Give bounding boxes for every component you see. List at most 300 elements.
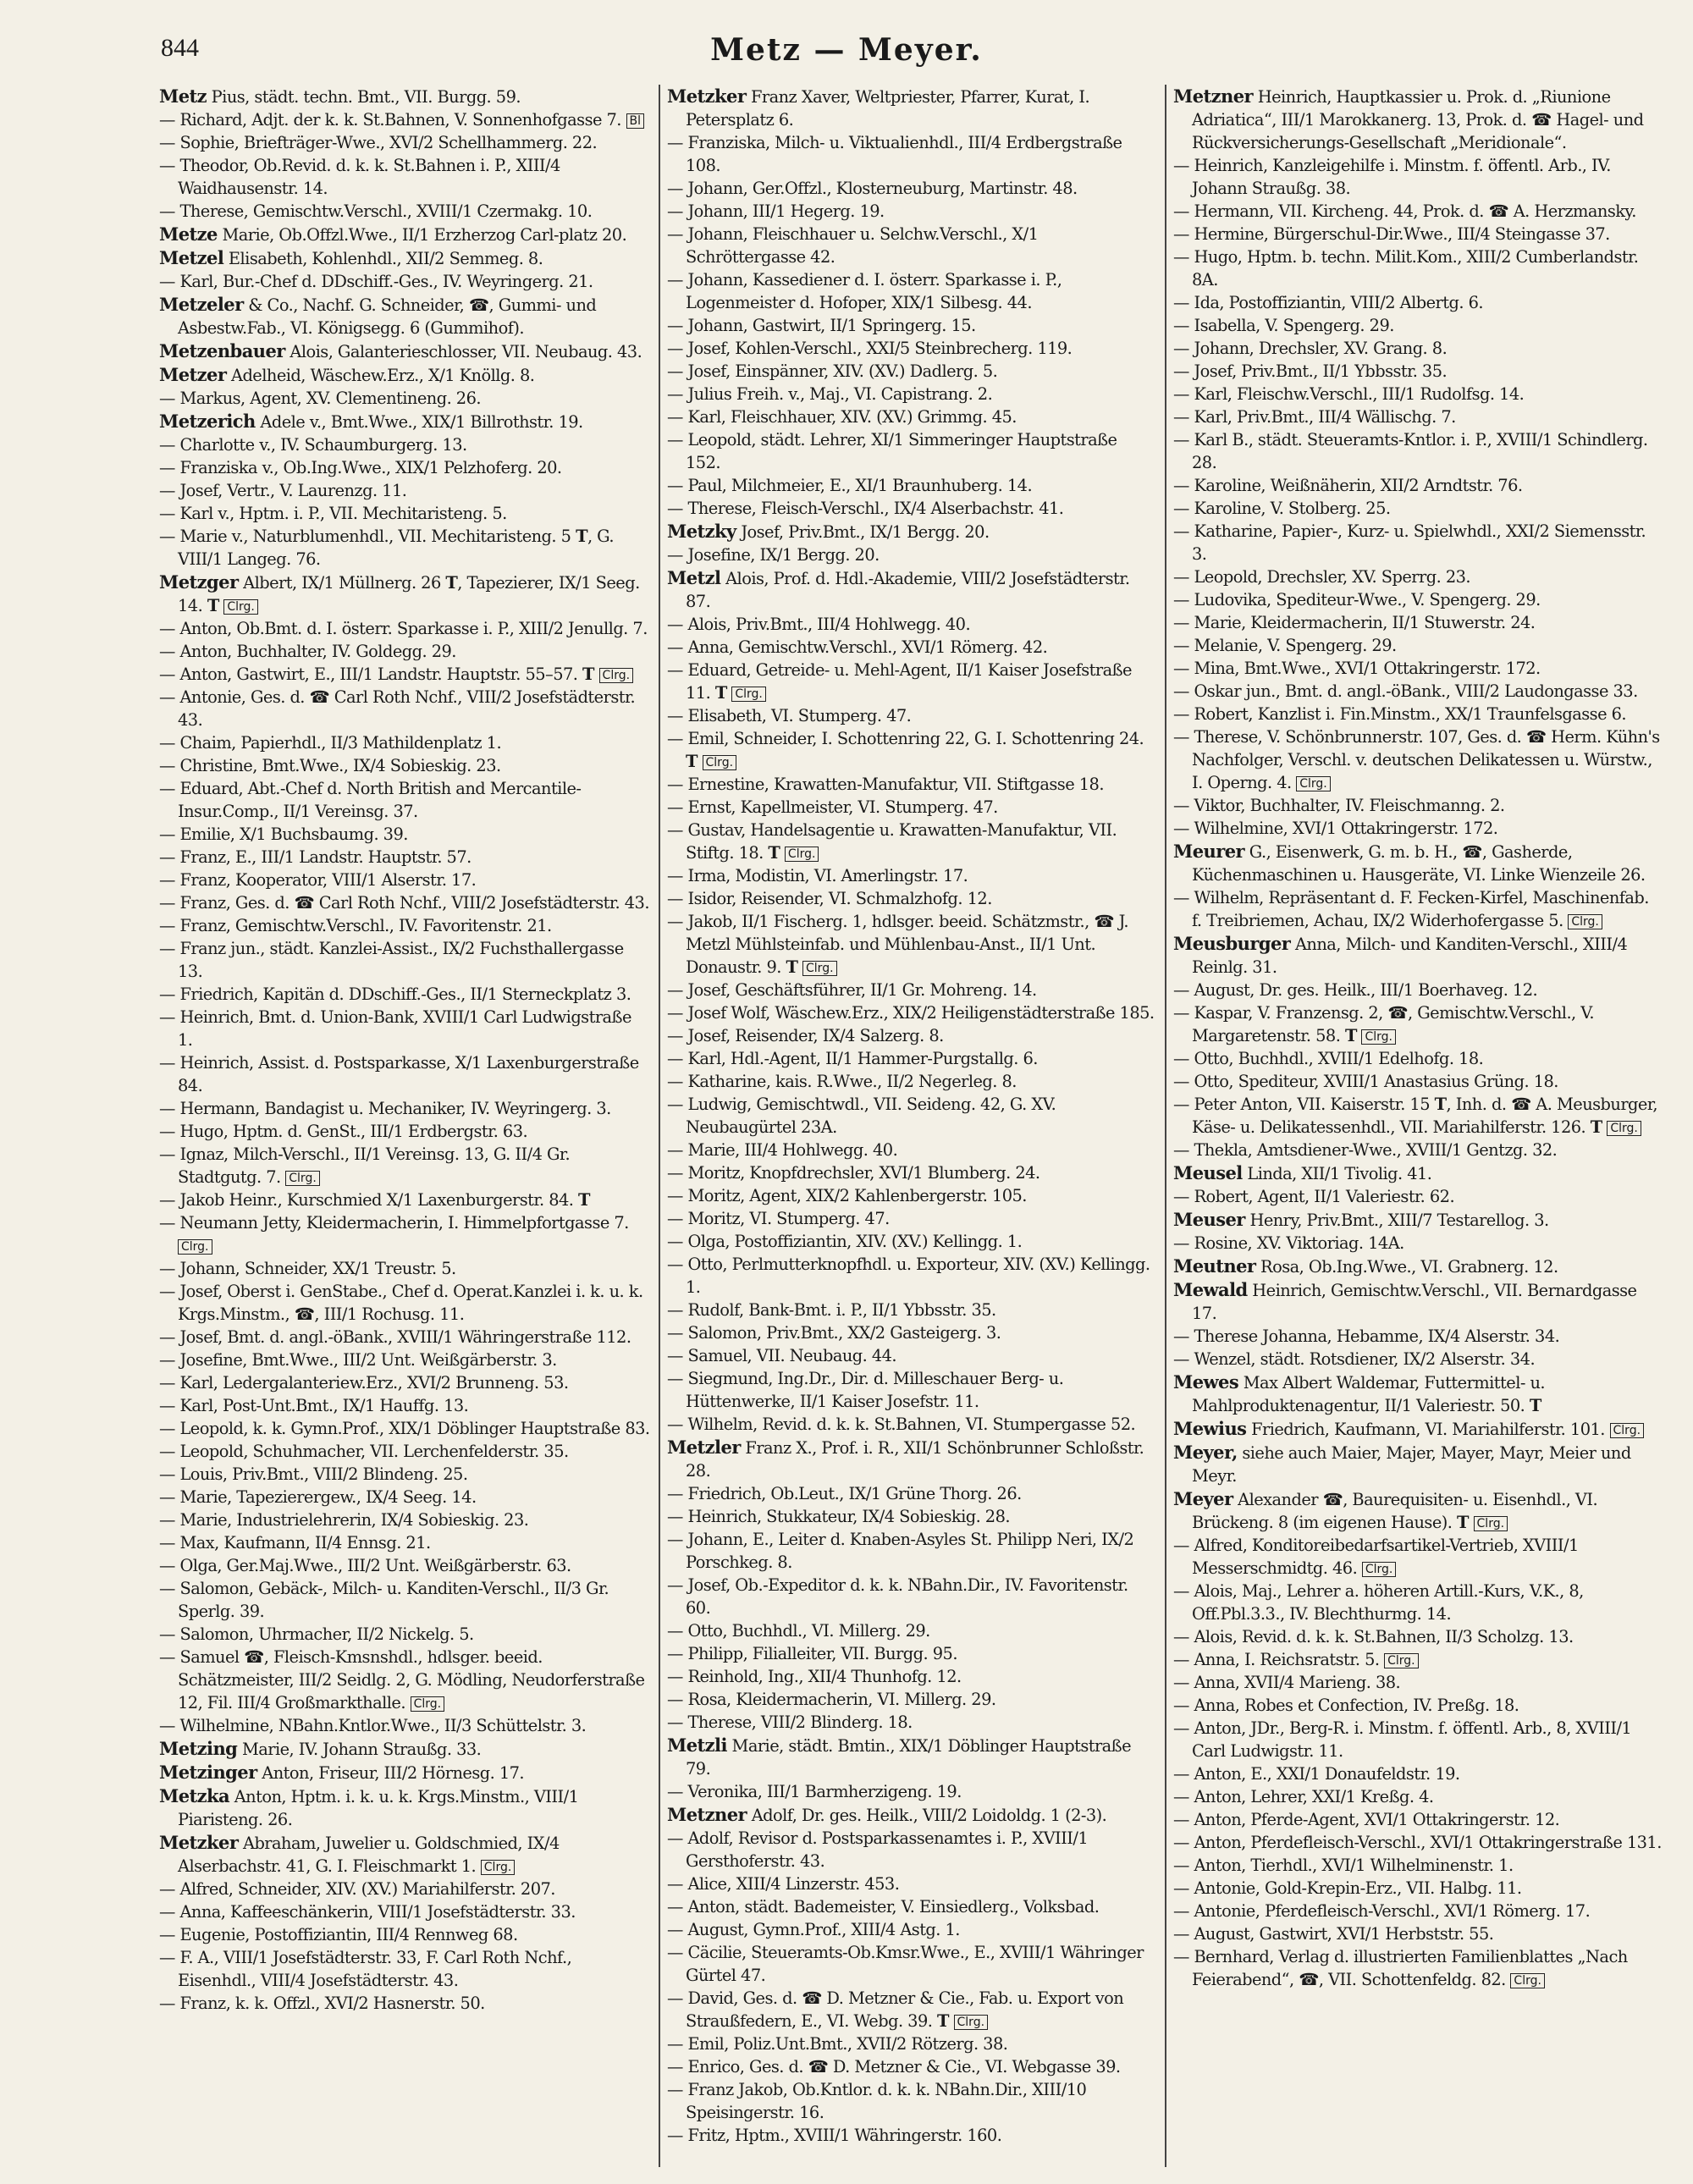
directory-entry bbox=[159, 1761, 650, 1784]
entry-text-cont: , G. VIII/1 Langeg. 76. bbox=[178, 527, 615, 569]
directory-entry bbox=[667, 1230, 1156, 1253]
entry-text: Anton, Friseur, III/2 Hörnesg. 17. bbox=[262, 1763, 525, 1783]
entry-text: — Salomon, Gebäck-, Milch- u. Kanditen-Verschl., II/3 Gr. Sperlg. 39. bbox=[159, 1579, 609, 1621]
telephone-mark: T bbox=[1457, 1513, 1469, 1532]
entry-text: — Julius Freih. v., Maj., VI. Capistrang. 2. bbox=[667, 384, 993, 404]
directory-entry bbox=[159, 525, 650, 571]
directory-entry bbox=[667, 1161, 1156, 1184]
directory-entry bbox=[159, 1646, 650, 1714]
entry-text: Anton, Hptm. i. k. u. k. Krgs.Minstm., VIII/1 Piaristeng. 26. bbox=[178, 1787, 579, 1829]
entry-text: — Viktor, Buchhalter, IV. Fleischmanng. 2. bbox=[1173, 796, 1505, 815]
directory-entry bbox=[1173, 1348, 1663, 1371]
entry-text: — Mina, Bmt.Wwe., XVI/1 Ottakringerstr. 172. bbox=[1173, 659, 1541, 678]
entry-text: Elisabeth, Kohlenhdl., XII/2 Semmeg. 8. bbox=[228, 249, 543, 268]
entry-surname: Metzker bbox=[667, 85, 747, 107]
entry-text: — Johann, III/1 Hegerg. 19. bbox=[667, 201, 885, 221]
entry-text: — Emilie, X/1 Buchsbaumg. 39. bbox=[159, 825, 408, 844]
entry-text: — Ida, Postoffiziantin, VIII/2 Albertg. 6. bbox=[1173, 293, 1484, 312]
entry-text: — Olga, Ger.Maj.Wwe., III/2 Unt. Weißgärberstr. 63. bbox=[159, 1556, 571, 1575]
directory-entry bbox=[667, 1299, 1156, 1321]
directory-entry bbox=[667, 131, 1156, 177]
entry-text: — Karl, Bur.-Chef d. DDschiff.-Ges., IV. Weyringerg. 21. bbox=[159, 272, 593, 291]
entry-text: & Co., Nachf. G. Schneider, ☎, Gummi- und Asbestw.Fab., VI. Königsegg. 6 (Gummihof). bbox=[178, 295, 597, 338]
directory-entry bbox=[667, 1619, 1156, 1642]
directory-entry bbox=[1173, 1139, 1663, 1161]
clearing-badge: Clrg. bbox=[1384, 1653, 1419, 1668]
directory-entry bbox=[159, 1737, 650, 1761]
entry-text: — Antonie, Pferdefleisch-Verschl., XVI/1 Römerg. 17. bbox=[1173, 1901, 1591, 1921]
clearing-badge: Clrg. bbox=[223, 599, 258, 615]
telephone-mark: T bbox=[207, 596, 219, 615]
directory-entry bbox=[667, 1918, 1156, 1941]
directory-entry bbox=[1173, 154, 1663, 200]
clearing-badge: Clrg. bbox=[1296, 776, 1331, 791]
directory-entry bbox=[667, 979, 1156, 1001]
entry-text: — Charlotte v., IV. Schaumburgerg. 13. bbox=[159, 435, 467, 455]
entry-surname: Mewald bbox=[1173, 1279, 1248, 1300]
directory-entry bbox=[1173, 1325, 1663, 1348]
directory-entry bbox=[667, 1482, 1156, 1505]
directory-entry bbox=[1173, 1001, 1663, 1047]
directory-entry bbox=[1173, 588, 1663, 611]
entry-text: — Katharine, Papier-, Kurz- u. Spielwhdl., XXI/2 Siemensstr. 3. bbox=[1173, 521, 1646, 564]
directory-entry bbox=[667, 1987, 1156, 2032]
entry-text: — Johann, Kassediener d. I. österr. Sparkasse i. P., Logenmeister d. Hofoper, XIX/1 Silbesg. 44. bbox=[667, 270, 1062, 312]
directory-entry bbox=[1173, 383, 1663, 405]
directory-entry bbox=[159, 1097, 650, 1120]
entry-text: — Josef, Ob.-Expeditor d. k. k. NBahn.Dir., IV. Favoritenstr. 60. bbox=[667, 1575, 1128, 1618]
directory-entry bbox=[667, 314, 1156, 337]
directory-entry bbox=[1173, 474, 1663, 497]
entry-text: — Therese Johanna, Hebamme, IX/4 Alserstr. 34. bbox=[1173, 1326, 1560, 1346]
entry-text: — Therese, Gemischtw.Verschl., XVIII/1 Czermakg. 10. bbox=[159, 201, 593, 221]
directory-entry bbox=[1173, 1625, 1663, 1648]
entry-text: — Antonie, Gold-Krepin-Erz., VII. Halbg. 11. bbox=[1173, 1878, 1522, 1898]
entry-text: Anna, Milch- und Kanditen-Verschl., XIII/4 Reinlg. 31. bbox=[1192, 935, 1628, 977]
directory-entry bbox=[667, 887, 1156, 910]
entry-text: — Karl v., Hptm. i. P., VII. Mechitaristeng. 5. bbox=[159, 504, 507, 523]
entry-text: — Franz jun., städt. Kanzlei-Assist., IX/2 Fuchsthallergasse 13. bbox=[159, 939, 624, 981]
directory-entry bbox=[159, 869, 650, 891]
directory-entry bbox=[159, 1878, 650, 1900]
entry-text: Alois, Prof. d. Hdl.-Akademie, VIII/2 Josefstädterstr. 87. bbox=[686, 569, 1130, 611]
entry-text: — August, Gymn.Prof., XIII/4 Astg. 1. bbox=[667, 1920, 960, 1939]
entry-text: Adele v., Bmt.Wwe., XIX/1 Billrothstr. 19. bbox=[260, 412, 583, 432]
entry-text: — Leopold, Schuhmacher, VII. Lerchenfelderstr. 35. bbox=[159, 1442, 569, 1461]
directory-entry bbox=[159, 914, 650, 937]
directory-entry bbox=[1173, 1278, 1663, 1325]
entry-text: — Salomon, Priv.Bmt., XX/2 Gasteigerg. 3. bbox=[667, 1323, 1001, 1343]
directory-entry bbox=[159, 433, 650, 456]
directory-entry bbox=[1173, 337, 1663, 360]
directory-entry bbox=[1173, 657, 1663, 680]
entry-surname: Meyer, bbox=[1173, 1442, 1238, 1463]
entry-surname: Metzker bbox=[159, 1832, 239, 1853]
directory-entry bbox=[159, 246, 650, 270]
entry-text: — Johann, E., Leiter d. Knaben-Asyles St. Philipp Neri, IX/2 Porschkeg. 8. bbox=[667, 1530, 1134, 1572]
entry-text: — Bernhard, Verlag d. illustrierten Familienblattes „Nach Feierabend“, ☎, VII. Schottenfeldg. 82. bbox=[1173, 1947, 1628, 1989]
directory-entry bbox=[1173, 1694, 1663, 1717]
entry-text-cont: , G. II/4 Gr. Stadtgutg. 7. bbox=[178, 1144, 571, 1187]
telephone-mark: T bbox=[576, 527, 587, 546]
entry-text: — Moritz, Agent, XIX/2 Kahlenbergerstr. 105. bbox=[667, 1186, 1027, 1205]
directory-entry bbox=[667, 613, 1156, 636]
directory-entry bbox=[159, 479, 650, 502]
directory-entry bbox=[159, 1577, 650, 1623]
entry-text: — Emil, Schneider, I. Schottenring 22, G. I. Schottenring 24. bbox=[667, 729, 1144, 748]
entry-surname: Meusburger bbox=[1173, 933, 1291, 954]
directory-entry bbox=[1173, 1648, 1663, 1671]
entry-text: — Alois, Maj., Lehrer a. höheren Artill.-Kurs, V.K., 8, Off.Pbl.3.3., IV. Blechthurmg. 14. bbox=[1173, 1581, 1584, 1624]
entry-text: — Johann, Schneider, XX/1 Treustr. 5. bbox=[159, 1259, 456, 1278]
directory-entry bbox=[159, 1189, 650, 1211]
directory-entry bbox=[159, 1417, 650, 1440]
entry-text: — Anton, Pferde-Agent, XVI/1 Ottakringerstr. 12. bbox=[1173, 1810, 1560, 1829]
directory-entry bbox=[667, 383, 1156, 405]
directory-entry bbox=[159, 891, 650, 914]
directory-entry bbox=[159, 983, 650, 1006]
entry-text: — Heinrich, Kanzleigehilfe i. Minstm. f. öffentl. Arb., IV. Johann Straußg. 38. bbox=[1173, 156, 1611, 198]
entry-text: — F. A., VIII/1 Josefstädterstr. 33, F. Carl Roth Nchf., Eisenhdl., VIII/4 Josefstädterstr. 43. bbox=[159, 1948, 572, 1990]
directory-entry bbox=[159, 1946, 650, 1992]
entry-text: — Anton, Ob.Bmt. d. I. österr. Sparkasse i. P., XIII/2 Jenullg. 7. bbox=[159, 619, 648, 638]
entry-text: — Heinrich, Stukkateur, IX/4 Sobieskig. 28. bbox=[667, 1507, 1010, 1526]
directory-entry bbox=[1173, 1232, 1663, 1255]
directory-entry bbox=[159, 1120, 650, 1143]
entry-text: — Max, Kaufmann, II/4 Ennsg. 21. bbox=[159, 1533, 431, 1553]
entry-text: — Louis, Priv.Bmt., VIII/2 Blindeng. 25. bbox=[159, 1464, 468, 1484]
entry-text: — Philipp, Filialleiter, VII. Burgg. 95. bbox=[667, 1644, 957, 1663]
entry-text: — Thekla, Amtsdiener-Wwe., XVIII/1 Gentzg. 32. bbox=[1173, 1140, 1558, 1160]
directory-entry bbox=[1173, 1208, 1663, 1232]
directory-entry bbox=[667, 200, 1156, 223]
directory-entry bbox=[667, 497, 1156, 520]
entry-text: Linda, XII/1 Tivolig. 41. bbox=[1247, 1164, 1432, 1183]
entry-surname: Metzel bbox=[159, 247, 224, 268]
directory-entry bbox=[667, 1344, 1156, 1367]
directory-entry bbox=[1173, 725, 1663, 794]
directory-entry bbox=[159, 937, 650, 983]
entry-text: — Leopold, k. k. Gymn.Prof., XIX/1 Döblinger Hauptstraße 83. bbox=[159, 1419, 650, 1438]
directory-entry bbox=[159, 754, 650, 777]
directory-entry bbox=[667, 543, 1156, 566]
telephone-mark: T bbox=[768, 843, 780, 863]
directory-entry bbox=[159, 571, 650, 617]
entry-text: Marie, Ob.Offzl.Wwe., II/1 Erzherzog Carl-platz 20. bbox=[222, 225, 627, 245]
clearing-badge: Clrg. bbox=[1568, 914, 1602, 929]
directory-entry bbox=[667, 1642, 1156, 1665]
directory-entry bbox=[1173, 85, 1663, 154]
directory-entry bbox=[159, 1923, 650, 1946]
clearing-badge: Clrg. bbox=[1362, 1562, 1397, 1577]
entry-text: Marie, städt. Bmtin., XIX/1 Döblinger Hauptstraße 79. bbox=[686, 1736, 1132, 1779]
clearing-badge: Clrg. bbox=[1610, 1423, 1645, 1438]
entry-surname: Meyer bbox=[1173, 1488, 1233, 1509]
page-number: 844 bbox=[161, 34, 199, 62]
directory-entry bbox=[1173, 703, 1663, 725]
directory-entry bbox=[667, 1528, 1156, 1574]
directory-entry bbox=[159, 1371, 650, 1394]
entry-text: — Karoline, V. Stolberg. 25. bbox=[1173, 499, 1391, 518]
entry-text: — Peter Anton, VII. Kaiserstr. 15 bbox=[1173, 1095, 1431, 1114]
directory-entry bbox=[159, 339, 650, 363]
entry-text: — Anna, Robes et Confection, IV. Preßg. 18. bbox=[1173, 1696, 1519, 1715]
directory-entry bbox=[667, 1070, 1156, 1093]
telephone-mark: T bbox=[578, 1190, 590, 1210]
entry-text: — Therese, V. Schönbrunnerstr. 107, Ges. d. ☎ Herm. Kühn's Nachfolger, Verschl. v. deutschen Delikatessen u. Würstw., I. Operng. 4. bbox=[1173, 727, 1660, 792]
entry-text: — Jakob Heinr., Kurschmied X/1 Laxenburgerstr. 84. bbox=[159, 1190, 574, 1210]
directory-entry bbox=[1173, 314, 1663, 337]
directory-entry bbox=[667, 1803, 1156, 1827]
entry-text: — Franz Jakob, Ob.Kntlor. d. k. k. NBahn.Dir., XIII/10 Speisingerstr. 16. bbox=[667, 2080, 1087, 2122]
directory-entry bbox=[667, 1780, 1156, 1803]
entry-text: — Heinrich, Bmt. d. Union-Bank, XVIII/1 Carl Ludwigstraße 1. bbox=[159, 1007, 631, 1050]
entry-text: — Hermine, Bürgerschul-Dir.Wwe., III/4 Steingasse 37. bbox=[1173, 224, 1610, 244]
clearing-badge: Clrg. bbox=[802, 961, 837, 976]
entry-text: Rosa, Ob.Ing.Wwe., VI. Grabnerg. 12. bbox=[1260, 1257, 1558, 1277]
directory-entry bbox=[1173, 979, 1663, 1001]
entry-surname: Mewes bbox=[1173, 1371, 1239, 1393]
entry-text: — Eugenie, Postoffiziantin, III/4 Rennweg 68. bbox=[159, 1925, 518, 1944]
directory-entry bbox=[1173, 405, 1663, 428]
directory-entry bbox=[1173, 360, 1663, 383]
entry-text: — Josef Wolf, Wäschew.Erz., XIX/2 Heiligenstädterstraße 185. bbox=[667, 1003, 1155, 1023]
directory-entry bbox=[1173, 1831, 1663, 1854]
entry-text: — Marie, Tapezierergew., IX/4 Seeg. 14. bbox=[159, 1487, 477, 1507]
entry-text: — Johann, Gastwirt, II/1 Springerg. 15. bbox=[667, 316, 976, 335]
directory-entry bbox=[667, 864, 1156, 887]
entry-surname: Mewius bbox=[1173, 1418, 1247, 1439]
directory-entry bbox=[1173, 245, 1663, 291]
directory-entry bbox=[1173, 1417, 1663, 1441]
entry-text: — Hermann, Bandagist u. Mechaniker, IV. Weyringerg. 3. bbox=[159, 1099, 611, 1118]
entry-text: — Hermann, VII. Kircheng. 44, Prok. d. ☎ A. Herzmansky. bbox=[1173, 201, 1636, 221]
entry-text: — Adolf, Revisor d. Postsparkassenamtes i. P., XVIII/1 Gersthoferstr. 43. bbox=[667, 1828, 1089, 1871]
directory-entry bbox=[1173, 520, 1663, 565]
entry-text: — Moritz, Knopfdrechsler, XVI/1 Blumberg. 24. bbox=[667, 1163, 1040, 1183]
telephone-mark: T bbox=[714, 683, 727, 703]
entry-text: Friedrich, Kaufmann, VI. Mariahilferstr. 101. bbox=[1251, 1420, 1605, 1439]
entry-text: — August, Dr. ges. Heilk., III/1 Boerhaveg. 12. bbox=[1173, 980, 1538, 1000]
entry-text: — Katharine, kais. R.Wwe., II/2 Negerleg. 8. bbox=[667, 1072, 1017, 1091]
column-1 bbox=[152, 85, 659, 2167]
entry-surname: Metz bbox=[159, 85, 207, 107]
entry-text: — Ernestine, Krawatten-Manufaktur, VII. Stiftgasse 18. bbox=[667, 775, 1104, 794]
directory-entry bbox=[159, 1257, 650, 1280]
directory-entry bbox=[159, 1280, 650, 1326]
directory-entry bbox=[667, 405, 1156, 428]
entry-text: — Samuel ☎, Fleisch-Kmsnshdl., hdlsger. beeid. Schätzmeister, III/2 Seidlg. 2, G. Mödling, Neudorferstraße 12, Fil. III/4 Großmarkthalle. bbox=[159, 1647, 645, 1712]
entry-text: — Friedrich, Ob.Leut., IX/1 Grüne Thorg. 26. bbox=[667, 1484, 1022, 1503]
directory-entry bbox=[159, 1394, 650, 1417]
directory-entry bbox=[667, 1895, 1156, 1918]
directory-entry bbox=[159, 154, 650, 200]
entry-text: — Alfred, Schneider, XIV. (XV.) Mariahilferstr. 207. bbox=[159, 1879, 555, 1899]
directory-entry bbox=[1173, 1900, 1663, 1922]
entry-text: — Johann, Fleischhauer u. Selchw.Verschl., X/1 Schröttergasse 42. bbox=[667, 224, 1039, 267]
entry-text: Heinrich, Hauptkassier u. Prok. d. „Riunione Adriatica“, III/1 Marokkanerg. 13, Prok. d. ☎ Hagel- und Rückversicherungs-Gesellschaft „Meridionale“. bbox=[1192, 87, 1644, 152]
directory-entry bbox=[667, 1941, 1156, 1987]
directory-columns bbox=[152, 85, 1676, 2167]
entry-text: Albert, IX/1 Müllnerg. 26 bbox=[243, 573, 441, 593]
directory-entry bbox=[1173, 428, 1663, 474]
entry-text: — Alfred, Konditoreibedarfsartikel-Vertrieb, XVIII/1 Messerschmidtg. 46. bbox=[1173, 1536, 1579, 1578]
entry-text: — Josef, Oberst i. GenStabe., Chef d. Operat.Kanzlei i. k. u. k. Krgs.Minstm., ☎, III/1 Rochusg. 11. bbox=[159, 1282, 643, 1324]
directory-entry bbox=[667, 1367, 1156, 1413]
directory-entry bbox=[159, 1348, 650, 1371]
directory-entry bbox=[667, 2055, 1156, 2078]
entry-text: — Alice, XIII/4 Linzerstr. 453. bbox=[667, 1874, 900, 1894]
entry-surname: Meurer bbox=[1173, 841, 1245, 862]
entry-text: — Anna, XVII/4 Marieng. 38. bbox=[1173, 1673, 1401, 1692]
directory-entry bbox=[667, 2078, 1156, 2124]
directory-entry bbox=[1173, 565, 1663, 588]
directory-entry bbox=[159, 1900, 650, 1923]
directory-entry bbox=[667, 659, 1156, 704]
directory-entry bbox=[159, 293, 650, 339]
entry-text: Alexander ☎, Baurequisiten- u. Eisenhdl., VI. Brückeng. 8 (im eigenen Hause). bbox=[1192, 1490, 1598, 1532]
entry-text: — Antonie, Ges. d. ☎ Carl Roth Nchf., VIII/2 Josefstädterstr. 43. bbox=[159, 687, 636, 730]
entry-text: Max Albert Waldemar, Futtermittel- u. Mahlproduktenagentur, II/1 Valeriestr. 50. bbox=[1192, 1373, 1546, 1415]
directory-entry bbox=[159, 1554, 650, 1577]
directory-entry bbox=[159, 1051, 650, 1097]
directory-entry bbox=[667, 1413, 1156, 1436]
directory-entry bbox=[159, 1211, 650, 1257]
entry-text: — Franz, Gemischtw.Verschl., IV. Favoritenstr. 21. bbox=[159, 916, 552, 935]
directory-entry bbox=[1173, 680, 1663, 703]
entry-text: — Anton, JDr., Berg-R. i. Minstm. f. öffentl. Arb., 8, XVIII/1 Carl Ludwigstr. 11. bbox=[1173, 1718, 1632, 1761]
entry-surname: Metzinger bbox=[159, 1762, 257, 1783]
clearing-badge: Clrg. bbox=[954, 2015, 989, 2030]
directory-entry bbox=[667, 727, 1156, 773]
entry-text: — Emil, Poliz.Unt.Bmt., XVII/2 Rötzerg. 38. bbox=[667, 2034, 1008, 2054]
entry-text: — Josef, Geschäftsführer, II/1 Gr. Mohreng. 14. bbox=[667, 980, 1037, 1000]
entry-text: — Salomon, Uhrmacher, II/2 Nickelg. 5. bbox=[159, 1624, 474, 1644]
entry-text: — Franz, E., III/1 Landstr. Hauptstr. 57. bbox=[159, 847, 472, 867]
directory-entry bbox=[159, 456, 650, 479]
telephone-mark: T bbox=[1529, 1396, 1541, 1415]
entry-text: — Chaim, Papierhdl., II/3 Mathildenplatz 1. bbox=[159, 733, 502, 753]
directory-entry bbox=[667, 428, 1156, 474]
entry-surname: Metzl bbox=[667, 567, 721, 588]
directory-entry bbox=[667, 337, 1156, 360]
directory-entry bbox=[1173, 1371, 1663, 1417]
entry-text: — Anton, Buchhalter, IV. Goldegg. 29. bbox=[159, 642, 456, 661]
entry-text: — Ludwig, Gemischtwdl., VII. Seideng. 42, G. XV. Neubaugürtel 23A. bbox=[667, 1095, 1056, 1137]
directory-entry bbox=[667, 1574, 1156, 1619]
entry-text: — Josef, Reisender, IX/4 Salzerg. 8. bbox=[667, 1026, 944, 1045]
directory-entry bbox=[1173, 1717, 1663, 1762]
entry-text: — Leopold, städt. Lehrer, XI/1 Simmeringer Hauptstraße 152. bbox=[667, 430, 1117, 472]
entry-text: — Josef, Einspänner, XIV. (XV.) Dadlerg. 5. bbox=[667, 361, 998, 381]
directory-entry bbox=[159, 387, 650, 410]
entry-text: — Theodor, Ob.Revid. d. k. k. St.Bahnen i. P., XIII/4 Waidhausenstr. 14. bbox=[159, 156, 560, 198]
entry-text: — Veronika, III/1 Barmherzigeng. 19. bbox=[667, 1782, 962, 1801]
clearing-badge: Bl bbox=[626, 113, 645, 129]
entry-text: — Anna, Gemischtw.Verschl., XVI/1 Römerg. 42. bbox=[667, 637, 1048, 657]
directory-entry bbox=[667, 520, 1156, 543]
entry-surname: Metzner bbox=[667, 1804, 747, 1825]
directory-entry bbox=[159, 617, 650, 640]
directory-entry bbox=[667, 1711, 1156, 1734]
entry-surname: Meusel bbox=[1173, 1162, 1243, 1183]
clearing-badge: Clrg. bbox=[411, 1696, 445, 1712]
entry-text: — Anna, Kaffeeschänkerin, VIII/1 Josefstädterstr. 33. bbox=[159, 1902, 576, 1922]
entry-text: — Samuel, VII. Neubaug. 44. bbox=[667, 1346, 897, 1365]
directory-entry bbox=[667, 1207, 1156, 1230]
entry-text: — Ernst, Kapellmeister, VI. Stumperg. 47. bbox=[667, 797, 998, 817]
directory-entry bbox=[159, 1992, 650, 2015]
directory-entry bbox=[667, 474, 1156, 497]
entry-text: — Eduard, Getreide- u. Mehl-Agent, II/1 Kaiser Josefstraße 11. bbox=[667, 660, 1132, 703]
entry-text: — Siegmund, Ing.Dr., Dir. d. Milleschauer Berg- u. Hüttenwerke, II/1 Kaiser Josefstr. 11. bbox=[667, 1369, 1064, 1411]
entry-text: — Isidor, Reisender, VI. Schmalzhofg. 12. bbox=[667, 889, 992, 908]
directory-entry bbox=[667, 1827, 1156, 1872]
entry-text: — Anton, E., XXI/1 Donaufeldstr. 19. bbox=[1173, 1764, 1460, 1784]
column-2 bbox=[659, 85, 1165, 2167]
telephone-mark: T bbox=[786, 957, 798, 977]
entry-text: — Robert, Agent, II/1 Valeriestr. 62. bbox=[1173, 1187, 1455, 1206]
entry-text: — Reinhold, Ing., XII/4 Thunhofg. 12. bbox=[667, 1667, 962, 1686]
clearing-badge: Clrg. bbox=[785, 847, 819, 862]
directory-entry bbox=[667, 1047, 1156, 1070]
directory-entry bbox=[159, 1714, 650, 1737]
entry-text: — Elisabeth, VI. Stumperg. 47. bbox=[667, 706, 912, 725]
entry-text: — Rosa, Kleidermacherin, VI. Millerg. 29. bbox=[667, 1690, 996, 1709]
directory-entry bbox=[667, 2124, 1156, 2147]
directory-entry bbox=[159, 640, 650, 663]
entry-text: — Irma, Modistin, VI. Amerlingstr. 17. bbox=[667, 866, 968, 885]
directory-entry bbox=[159, 846, 650, 869]
directory-entry bbox=[159, 502, 650, 525]
telephone-mark: T bbox=[1590, 1117, 1602, 1137]
telephone-mark: T bbox=[445, 573, 458, 593]
entry-text: — Otto, Buchhdl., VI. Millerg. 29. bbox=[667, 1621, 930, 1641]
entry-surname: Meutner bbox=[1173, 1255, 1256, 1277]
entry-text: — Otto, Buchhdl., XVIII/1 Edelhofg. 18. bbox=[1173, 1049, 1484, 1068]
directory-entry bbox=[1173, 817, 1663, 840]
directory-entry bbox=[1173, 1854, 1663, 1877]
entry-text: — Wilhelm, Revid. d. k. k. St.Bahnen, VI. Stumpergasse 52. bbox=[667, 1415, 1136, 1434]
directory-entry bbox=[667, 1436, 1156, 1482]
entry-text: — Josefine, Bmt.Wwe., III/2 Unt. Weißgärberstr. 3. bbox=[159, 1350, 557, 1370]
entry-surname: Metzer bbox=[159, 364, 227, 385]
entry-text: — Moritz, VI. Stumperg. 47. bbox=[667, 1209, 890, 1228]
entry-text: — Sophie, Briefträger-Wwe., XVI/2 Schellhammerg. 22. bbox=[159, 133, 598, 152]
directory-entry bbox=[159, 1440, 650, 1463]
telephone-mark: T bbox=[582, 665, 594, 684]
entry-text: Marie, IV. Johann Straußg. 33. bbox=[241, 1740, 482, 1759]
directory-entry bbox=[1173, 1580, 1663, 1625]
telephone-mark: T bbox=[1434, 1095, 1447, 1114]
entry-text: — Karl, Priv.Bmt., III/4 Wällischg. 7. bbox=[1173, 407, 1456, 427]
directory-entry bbox=[667, 636, 1156, 659]
directory-entry bbox=[1173, 497, 1663, 520]
directory-entry bbox=[159, 1531, 650, 1554]
entry-text: — Johann, Drechsler, XV. Grang. 8. bbox=[1173, 339, 1448, 358]
entry-text: — Franziska v., Ob.Ing.Wwe., XIX/1 Pelzhoferg. 20. bbox=[159, 458, 562, 477]
clearing-badge: Clrg. bbox=[703, 755, 737, 770]
directory-entry bbox=[667, 1139, 1156, 1161]
entry-text: — Josef, Kohlen-Verschl., XXI/5 Steinbrecherg. 119. bbox=[667, 339, 1073, 358]
directory-entry bbox=[667, 819, 1156, 864]
directory-entry bbox=[667, 1505, 1156, 1528]
directory-entry bbox=[159, 1326, 650, 1348]
entry-text: — Alois, Revid. d. k. k. St.Bahnen, II/3 Scholzg. 13. bbox=[1173, 1627, 1574, 1646]
entry-text: — Isabella, V. Spengerg. 29. bbox=[1173, 316, 1394, 335]
entry-text: — Anton, städt. Bademeister, V. Einsiedlerg., Volksbad. bbox=[667, 1897, 1100, 1917]
entry-surname: Metzler bbox=[667, 1437, 741, 1458]
